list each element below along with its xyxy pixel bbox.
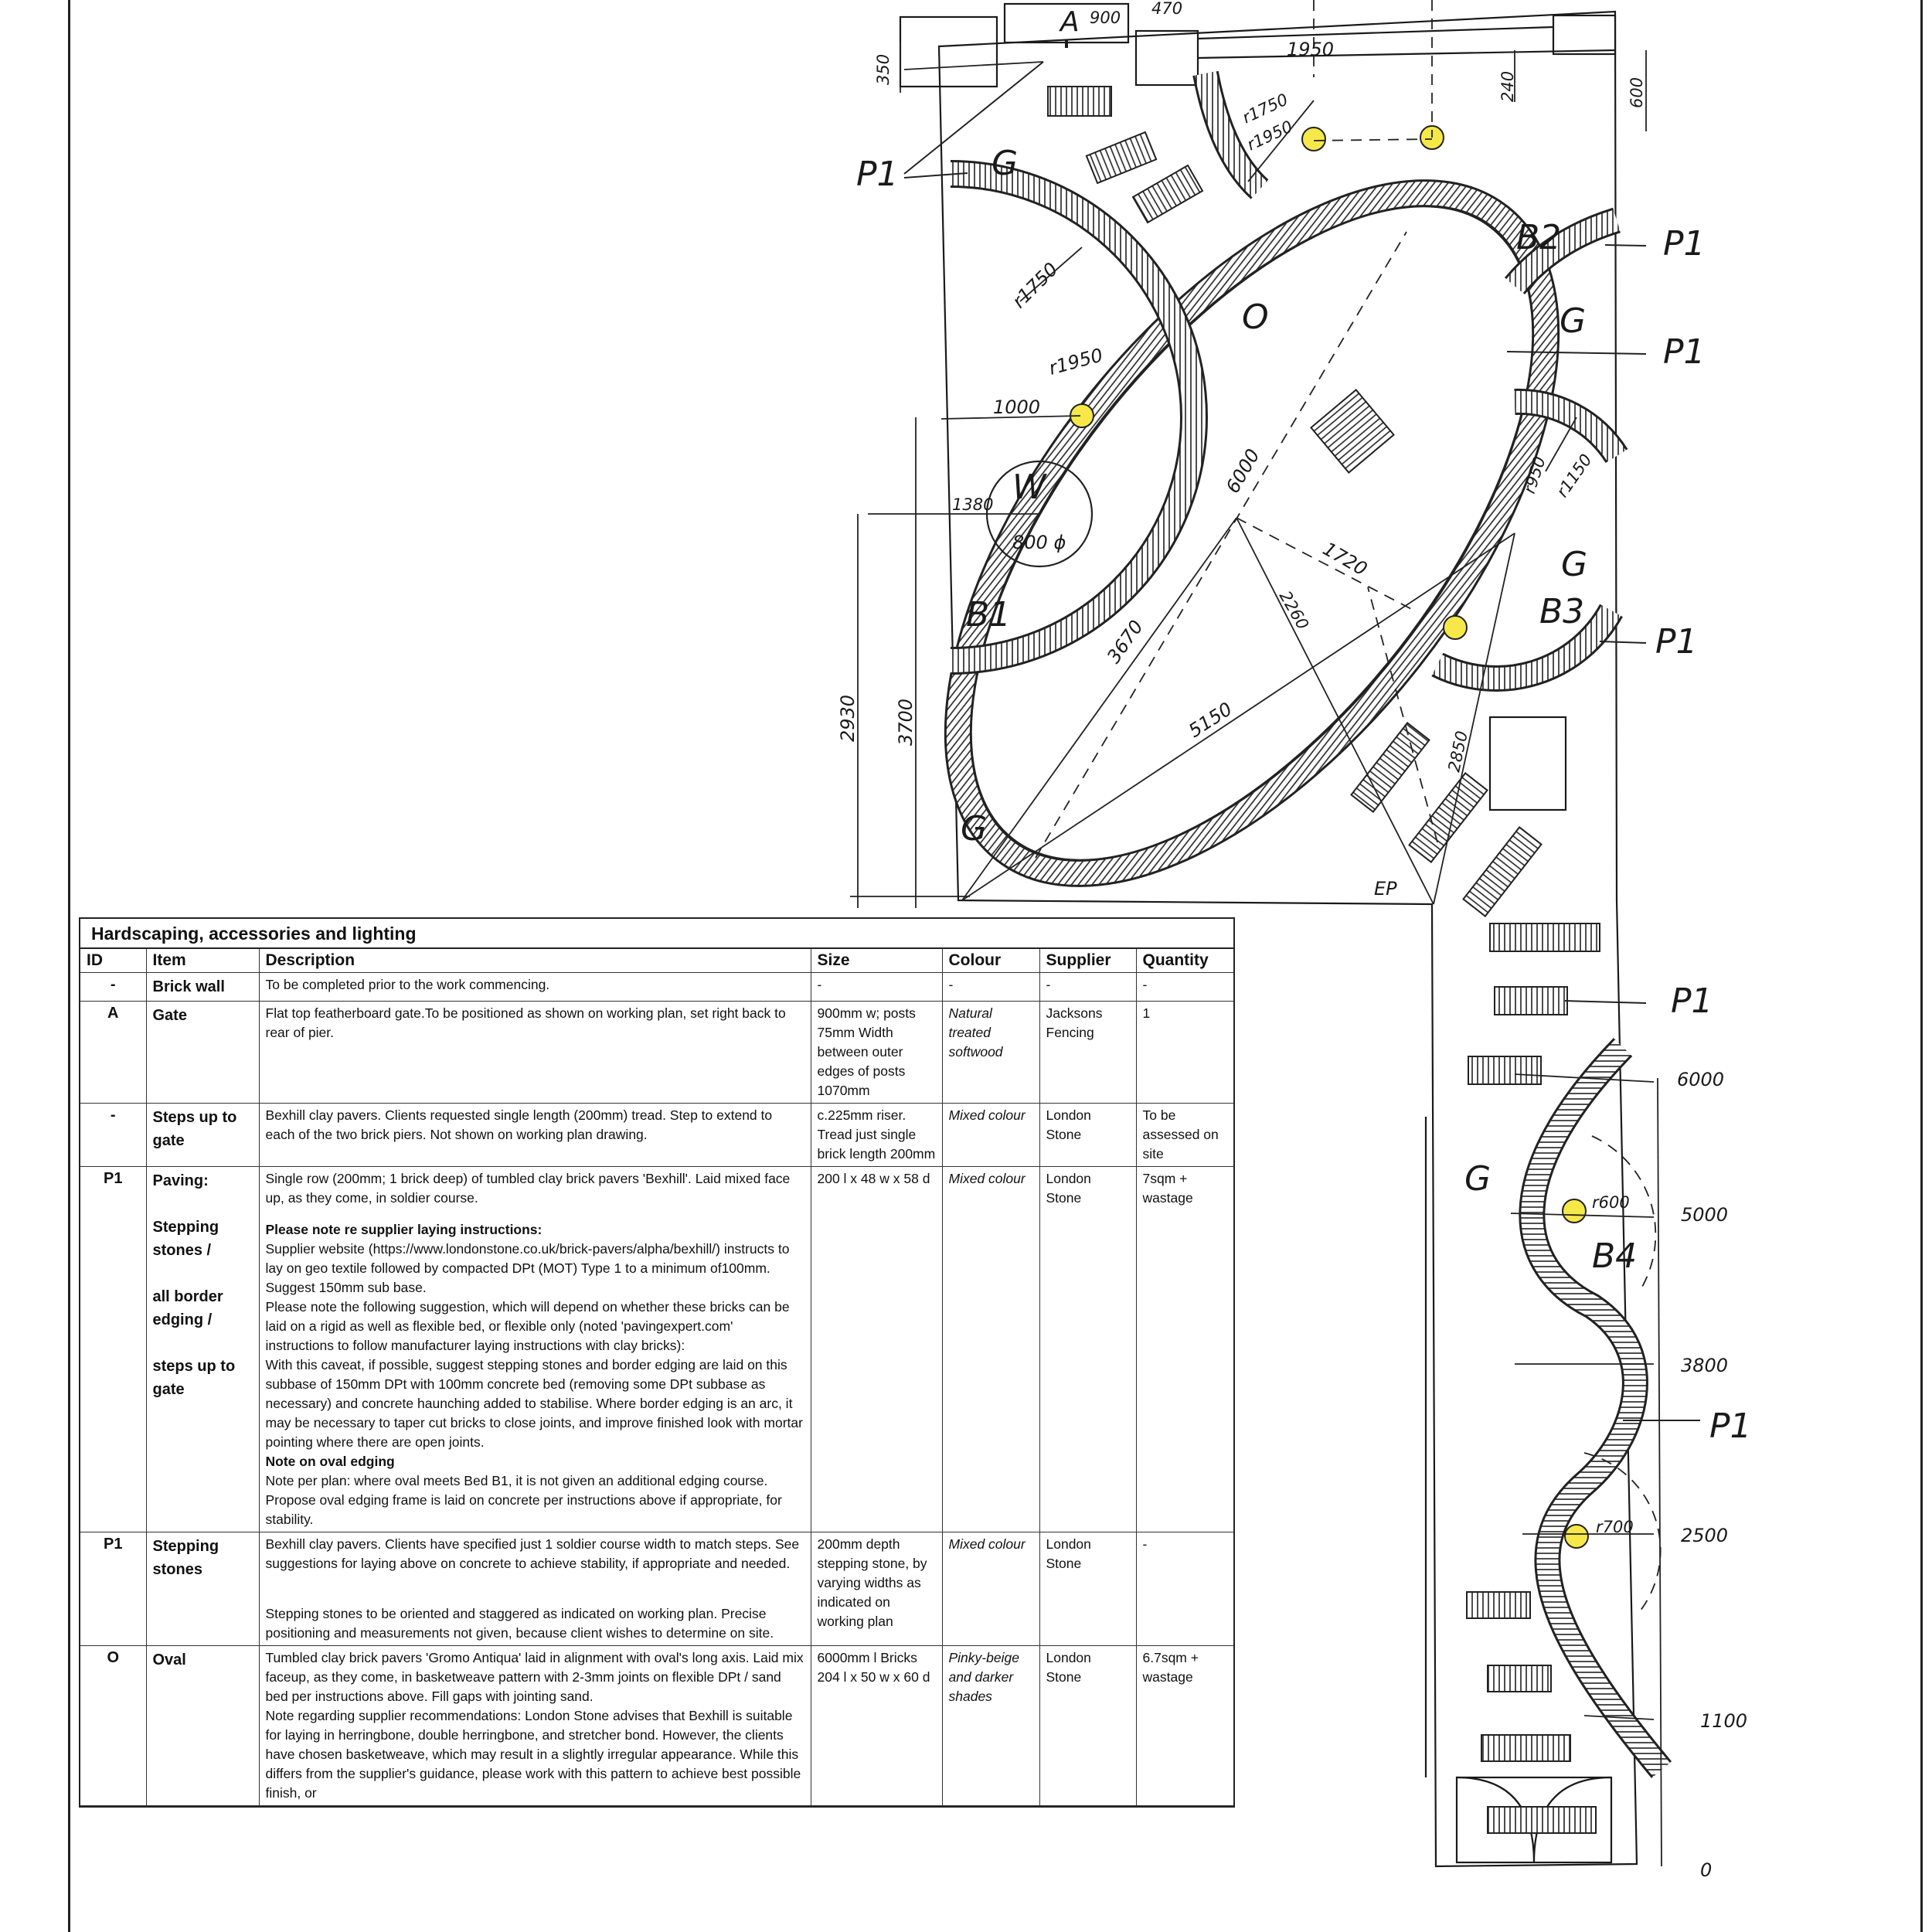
table-row xyxy=(80,1646,1233,1806)
description-paragraph: Note per plan: where oval meets Bed B1, it is not given an additional edging course. Propose oval edging frame is laid on concrete per instructions above if appropriate, for stability. xyxy=(265,1473,782,1527)
dim-mark-6000: 6000 xyxy=(1677,1069,1725,1090)
label-bed4: B4 xyxy=(1592,1236,1638,1276)
cell-id: P1 xyxy=(80,1532,146,1646)
cell-size: 900mm w; posts 75mm Width between outer edges of posts 1070mm xyxy=(811,1002,942,1104)
dim-diag-3670: 3670 xyxy=(1102,616,1148,668)
right-pier xyxy=(1553,15,1615,54)
description-paragraph: Bexhill clay pavers. Clients have specified just 1 soldier course width to match steps. See suggestions for laying above on concrete to achieve stability, if appropriate and needed. xyxy=(265,1536,800,1571)
label-bed3: B3 xyxy=(1539,592,1585,631)
dim-diag-5150: 5150 xyxy=(1185,698,1236,743)
cell-size: - xyxy=(811,973,942,1002)
cell-id: A xyxy=(80,1002,146,1104)
cell-description xyxy=(259,1002,811,1104)
label-g-top-left: G xyxy=(992,144,1019,183)
cell-id: O xyxy=(80,1646,146,1806)
dim-pier-width: 470 xyxy=(1151,0,1183,18)
cell-size: c.225mm riser. Tread just single brick length 200mm xyxy=(811,1104,942,1167)
light-marker xyxy=(1302,128,1325,151)
table-row xyxy=(80,1167,1233,1532)
dim-light-offset: 1000 xyxy=(993,396,1041,418)
schedule-title: Hardscaping, accessories and lighting xyxy=(80,919,1233,949)
pointer-p1: P1 xyxy=(1663,332,1706,372)
table-row xyxy=(80,1104,1233,1167)
cell-colour: Mixed colour xyxy=(942,1532,1039,1646)
description-paragraph: Tumbled clay brick pavers 'Gromo Antiqua' laid in alignment with oval's long axis. Laid mix faceup, as they come, in basketweave pattern with 2-3mm joints on flexible DPt / sand bed per instructions above. Fill gaps with jointing sand. Note regarding supplier recommendations: London Stone advises that Bexhill is suitable for laying in herringbone, double herringbone, and stretcher bond. However, the clients have chosen basketweave, which may result in a slightly irregular appearance. While this differs from the supplier's guidance, please work with this pattern to achieve best possible finish, or xyxy=(265,1650,804,1801)
label-oval: O xyxy=(1242,298,1269,337)
dim-r1750-left: r1750 xyxy=(1008,258,1063,313)
cell-size: 6000mm l Bricks 204 l x 50 w x 60 d xyxy=(811,1646,942,1806)
dim-mark-5000: 5000 xyxy=(1681,1204,1729,1226)
dim-mark-2500: 2500 xyxy=(1681,1525,1729,1546)
description-paragraph: Flat top featherboard gate.To be positioned as shown on working plan, set right back to rear of pier. xyxy=(265,1005,786,1040)
gate-pier-right xyxy=(1136,31,1198,85)
pointer-p1: P1 xyxy=(1655,622,1698,662)
top-arc-edging xyxy=(1206,73,1260,189)
label-g-mid-right: G xyxy=(1560,301,1587,341)
dim-r600: r600 xyxy=(1592,1193,1630,1212)
cell-quantity: To be assessed on site xyxy=(1136,1104,1233,1167)
dim-r1950-top: r1950 xyxy=(1243,117,1296,155)
cell-item: Oval xyxy=(146,1646,259,1806)
cell-description xyxy=(259,1646,811,1806)
dim-r950: r950 xyxy=(1519,454,1549,496)
description-paragraph: Single row (200mm; 1 brick deep) of tumbled clay brick pavers 'Bexhill'. Laid mixed face up, as they come, in soldier course. xyxy=(265,1171,791,1206)
description-note-heading: Note on oval edging xyxy=(265,1454,395,1469)
cell-id: P1 xyxy=(80,1167,146,1532)
cell-supplier: London Stone xyxy=(1039,1104,1136,1167)
cell-item: Brick wall xyxy=(146,973,259,1002)
dim-r700: r700 xyxy=(1596,1518,1634,1536)
label-water: W xyxy=(1012,468,1046,507)
dim-right-offset-a: 240 xyxy=(1498,70,1517,102)
light-marker xyxy=(1565,1525,1588,1548)
table-row xyxy=(80,973,1233,1002)
table-row xyxy=(80,1532,1233,1646)
label-g-bottom-left: G xyxy=(961,809,988,849)
pointer-p1: P1 xyxy=(1671,981,1713,1021)
description-paragraph: Supplier website (https://www.londonstone.co.uk/brick-pavers/alpha/bexhill/) instructs to lay on geo textile followed by compacted DPt (MOT) Type 1 to a minimum of100mm. Suggest 150mm sub base. Please note the following suggestion, which will depend on whether these bricks can be laid on a rigid as well as flexible bed, or flexible only (noted 'pavingexpert.com' instructions to follow manufacturer laying instructions with clay bricks): With this caveat, if possible, suggest stepping stones and border edging are laid on this subbase of 150mm DPt with 100mm concrete bed (removing some DPt subbase as necessary) and concrete haunching added to stabilise. Where border edging is an arc, it may be necessary to taper cut bricks to close joints, and improve finished look with mortar pointing where there are open joints. xyxy=(265,1241,803,1450)
schedule-table xyxy=(80,949,1233,1806)
pointer-p1: P1 xyxy=(1663,224,1706,264)
hardscaping-schedule xyxy=(79,917,1235,1808)
header-size: Size xyxy=(811,949,942,973)
cell-supplier: London Stone xyxy=(1039,1532,1136,1646)
dim-r1950-left: r1950 xyxy=(1046,344,1106,379)
cell-size: 200 l x 48 w x 58 d xyxy=(811,1167,942,1532)
cell-size: 200mm depth stepping stone, by varying widths as indicated on working plan xyxy=(811,1532,942,1646)
dim-mark-1100: 1100 xyxy=(1700,1710,1748,1732)
dim-left-offset: 350 xyxy=(874,53,893,85)
header-supplier: Supplier xyxy=(1039,949,1136,973)
header-quantity: Quantity xyxy=(1136,949,1233,973)
cell-id: - xyxy=(80,1104,146,1167)
dim-vert-3700: 3700 xyxy=(895,698,917,746)
cell-supplier: - xyxy=(1039,973,1136,1002)
label-entry-point: EP xyxy=(1374,878,1397,900)
dim-oval-length: 6000 xyxy=(1221,445,1264,497)
cell-description xyxy=(259,1167,811,1532)
cell-description xyxy=(259,1104,811,1167)
light-marker xyxy=(1444,616,1467,639)
description-paragraph: Bexhill clay pavers. Clients requested single length (200mm) tread. Step to extend to each of the two brick piers. Not shown on working plan drawing. xyxy=(265,1107,773,1142)
light-marker xyxy=(1563,1199,1586,1223)
cell-item: Steps up to gate xyxy=(146,1104,259,1167)
description-paragraph: To be completed prior to the work commencing. xyxy=(265,977,550,992)
label-bed2: B2 xyxy=(1516,218,1562,257)
dim-vert-2930: 2930 xyxy=(837,694,859,742)
header-item: Item xyxy=(146,949,259,973)
cell-description xyxy=(259,1532,811,1646)
description-note-heading: Please note re supplier laying instructions: xyxy=(265,1222,543,1237)
dim-diag-2850: 2850 xyxy=(1444,729,1472,774)
pointer-p1: P1 xyxy=(856,155,899,194)
cell-item: Stepping stones xyxy=(146,1532,259,1646)
cell-colour: Mixed colour xyxy=(942,1167,1039,1532)
cell-quantity: - xyxy=(1136,1532,1233,1646)
label-g-lower: G xyxy=(1464,1159,1492,1199)
header-id: ID xyxy=(80,949,146,973)
cell-supplier: Jacksons Fencing xyxy=(1039,1002,1136,1104)
cell-supplier: London Stone xyxy=(1039,1167,1136,1532)
dim-r1150: r1150 xyxy=(1553,451,1596,501)
cell-item: Gate xyxy=(146,1002,259,1104)
bed-b4-edging xyxy=(1532,1047,1662,1770)
cell-colour: Natural treated softwood xyxy=(942,1002,1039,1104)
dim-water-offset: 1380 xyxy=(952,495,994,514)
header-description: Description xyxy=(259,949,811,973)
label-g-right: G xyxy=(1561,545,1588,584)
description-paragraph: Stepping stones to be oriented and staggered as indicated on working plan. Precise positioning and measurements not given, because client wishes to determine on site. xyxy=(265,1606,774,1641)
cell-id: - xyxy=(80,973,146,1002)
table-row xyxy=(80,1002,1233,1104)
cell-colour: - xyxy=(942,973,1039,1002)
dim-diag-1720: 1720 xyxy=(1319,537,1371,580)
cell-colour: Pinky-beige and darker shades xyxy=(942,1646,1039,1806)
cell-quantity: 7sqm + wastage xyxy=(1136,1167,1233,1532)
header-colour: Colour xyxy=(942,949,1039,973)
cell-quantity: - xyxy=(1136,973,1233,1002)
dim-right-offset-b: 600 xyxy=(1628,77,1646,108)
dim-mark-3800: 3800 xyxy=(1681,1355,1729,1376)
planter-box xyxy=(1490,717,1566,810)
cell-quantity: 6.7sqm + wastage xyxy=(1136,1646,1233,1806)
cell-quantity: 1 xyxy=(1136,1002,1233,1104)
dim-mark-0: 0 xyxy=(1700,1859,1713,1881)
gate-pier-left xyxy=(900,17,997,87)
table-header-row xyxy=(80,949,1233,973)
item-text: Paving: Stepping stones / all border edging / steps up to gate xyxy=(152,1172,236,1398)
cell-colour: Mixed colour xyxy=(942,1104,1039,1167)
cell-supplier: London Stone xyxy=(1039,1646,1136,1806)
dim-top-span: 1950 xyxy=(1287,39,1335,60)
dim-gate-width: 900 xyxy=(1090,9,1121,27)
dim-r1750-top: r1750 xyxy=(1239,90,1291,128)
label-gate: A xyxy=(1060,6,1080,38)
cell-description xyxy=(259,973,811,1002)
dim-diag-2260: 2260 xyxy=(1275,587,1313,633)
cell-item xyxy=(146,1167,259,1532)
dim-water-diameter: 800 ϕ xyxy=(1012,532,1066,553)
label-bed1: B1 xyxy=(966,595,1012,634)
pointer-p1: P1 xyxy=(1709,1406,1752,1446)
